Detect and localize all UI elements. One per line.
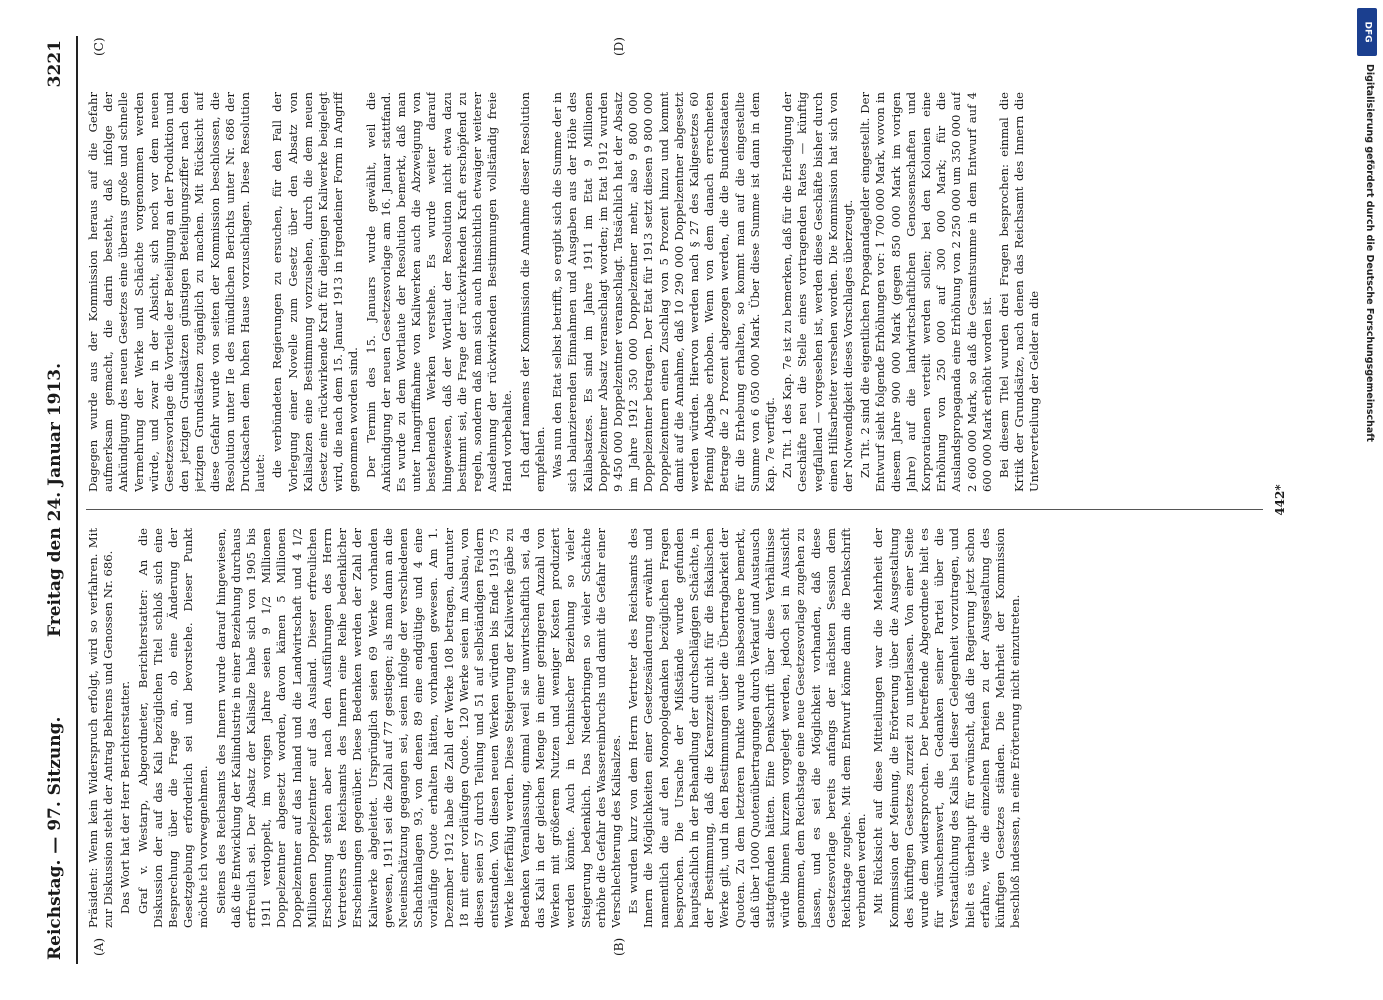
paragraph: Zu Tit. 1 des Kap. 7e ist zu bemerken, daß für die Erledigung der Geschäfte neu die Stelle eines vortragenden Rates — künftig wegfallend — vorgesehen ist, werden diese Geschäfte bisher durch einen Hilfsarbeiter versehen worden. Die Kommission hat sich von der Notwendigkeit dieses Vorschlages überzeugt. — [780, 92, 855, 492]
page-header — [40, 40, 70, 960]
margin-marker-d: (D) — [612, 37, 626, 56]
paragraph: Der Termin des 15. Januars wurde gewählt, weil die Ankündigung der neuen Gesetzesvorlage am 16. Januar stattfand. Es wurde zu dem Wortlaute der Resolution bemerkt, daß man unter Inangriffnahme von Kaliwerken auch die Abzweigung von bestehenden Werken verstehe. Es wurde weiter darauf hingewiesen, daß der Wortlaut der Resolution nicht etwa dazu bestimmt sei, die Frage der rückwirkenden Kraft erschöpfend zu regeln, sondern daß man sich auch hinsichtlich etwaiger weiterer Ausdehnung der rückwirkenden Bestimmungen vollständig freie Hand vorbehalte. — [363, 92, 515, 492]
digitization-credit — [1355, 64, 1377, 644]
signature-number: 442* — [1273, 484, 1287, 516]
paragraph: Präsident: Wenn kein Widerspruch erfolgt, wird so verfahren. Mit zur Diskussion steht der Antrag Behrens und Genossen Nr. 686. — [86, 528, 116, 928]
paragraph: Das Wort hat der Herr Berichterstatter. — [118, 680, 133, 914]
column-divider — [86, 509, 1263, 510]
paragraph: Dagegen wurde aus der Kommission heraus auf die Gefahr aufmerksam gemacht, die darin besteht, daß infolge der Ankündigung des neuen Gesetzes eine überaus große und schnelle Vermehrung der Werke und Schächte vorgenommen werden würde, und zwar in der Absicht, sich noch vor dem neuen Gesetzesvorlage die Vorteile der Beteiligung an der Produktion und den jetzigen Grundsätzen günstigen Beteiligungsziffer nach den jetzigen Grundsätzen zugänglich zu machen. Mit Rücksicht auf diese Gefahr wurde von seiten der Kommission beschlossen, die Resolution unter IIe des mündlichen Berichts unter Nr. 686 der Drucksachen dem hohen Hause vorzuschlagen. Diese Resolution lautet: — [86, 92, 268, 492]
paragraph: Bei diesem Titel wurden drei Fragen besprochen: einmal die Kritik der Grundsätze, nach denen das Reichsamt des Innern die Unterverteilung der Gelder an die — [996, 92, 1042, 492]
right-column — [86, 92, 1263, 492]
margin-marker-b: (B) — [612, 937, 626, 956]
header-session: Reichstag. — 97. Sitzung. — [45, 716, 65, 960]
header-rule — [76, 36, 78, 964]
paragraph: Seitens des Reichsamts des Innern wurde darauf hingewiesen, daß die Entwicklung der Kaliindustrie in einer Beziehung durchaus erfreulich sei. Der Absatz der Kalisalze habe sich von 1905 bis 1911 verdoppelt, im vorigen Jahre seien 9 1/2 Millionen Doppelzentner abgesetzt worden, davon kämen 5 Millionen Doppelzentner auf das Inland und die Landwirtschaft und 4 1/2 Millionen Doppelzentner auf das Ausland. Dieser erfreulichen Erscheinung stehen aber nach den Ausführungen des Herrn Vertreters des Reichsamts des Innern eine Reihe bedenklicher Erscheinungen gegenüber. Diese Bedenken werden der Zahl der Kaliwerke abgeleitet. Ursprünglich seien 69 Werke vorhanden gewesen, 1911 sei die Zahl auf 77 gestiegen; als man dann an die Neueinschätzung gegangen sei, seien infolge der verschiedenen Schachtanlagen 93, von denen 89 eine endgültige und 4 eine vorläufige Quote erhalten hätten, vorhanden gewesen. Am 1. Dezember 1912 habe die Zahl der Werke 108 betragen, darunter 18 mit einer vorläufigen Quote. 120 Werke seien im Ausbau, von diesen seien 57 durch Teilung und 51 auf selbständigen Feldern entstanden. Von diesen neuen Werken würden bis Ende 1913 75 Werke lieferfähig werden. Diese Steigerung der Kaliwerke gäbe zu Bedenken Veranlassung, einmal weil sie unwirtschaftlich sei, da das Kali in der gleichen Menge in einer geringeren Anzahl von Werken mit größerem Nutzen und weniger Kosten produziert werden könnte. Auch in technischer Beziehung so vieler Steigerung bedenklich. Das Niederbringen so vieler Schächte erhöhe die Gefahr des Wassereinbruchs und damit die Gefahr einer Verschlechterung des Kalisalzes. — [213, 528, 623, 928]
margin-marker-c: (C) — [92, 37, 106, 56]
paragraph: Es wurden kurz von dem Herrn Vertreter des Reichsamts des Innern die Möglichkeiten einer Gesetzesänderung erwähnt und namentlich die auf den Monopolgedanken bezüglichen Fragen besprochen. Die Ursache der Mißstände wurde gefunden hauptsächlich in der Behandlung der durchschlägigen Schächte, in der Bestimmung, daß die Karenzzeit nicht für die fiskalischen Werke gilt, und in den Bestimmungen über die Übertragbarkeit der Quoten. Zu dem letzteren Punkte wurde insbesondere bemerkt, daß über 1000 Quotenübertragungen durch Verkauf und Austausch stattgefunden hätten. Eine Denkschrift über diese Verhältnisse würde binnen kurzem vorgelegt werden, jedoch sei in Aussicht genommen, dem Reichstage eine neue Gesetzesvorlage zugehen zu lassen, und es sei die Möglichkeit vorhanden, daß diese Gesetzesvorlage bereits anfangs der nächsten Session dem Reichstage zugehe. Mit dem Entwurf könne dann die Denkschrift verbunden werden. — [626, 528, 869, 928]
header-page-number: 3221 — [45, 40, 65, 88]
digitization-credit-text: Digitalisierung gefördert durch die Deutsche Forschungsgemeinschaft — [1364, 64, 1375, 442]
paragraph: Zu Tit. 2 sind die eigentlichen Propagandagelder eingestellt. Der Entwurf sieht folgende Erhöhungen vor: 1 700 000 Mark, wovon in diesem Jahre 900 000 Mark (gegen 850 000 Mark im vorigen Jahre) auf die landwirtschaftlichen Genossenschaften und Korporationen verteilt werden sollen; bei den Kolonien eine Erhöhung von 250 000 auf 300 000 Mark; für die Auslandspropaganda eine Erhöhung von 2 250 000 um 350 000 auf 2 600 000 Mark, so daß die Gesamtsumme in dem Entwurf auf 4 600 000 Mark erhöht worden ist. — [858, 92, 994, 492]
dfg-logo: DFG — [1357, 8, 1377, 56]
resolution-text: die verbündeten Regierungen zu ersuchen, für den Fall der Vorlegung einer Novelle zum Gesetz über den Absatz von Kalisalzen eine Bestimmung vorzusehen, durch die dem neuen Gesetz eine rückwirkende Kraft für diejenigen Kaliwerke beigelegt wird, die nach dem 15. Januar 1913 in irgendeiner Form in Angriff genommen worden sind. — [270, 92, 361, 492]
paragraph: Graf v. Westarp, Abgeordneter, Berichterstatter: An die Diskussion der auf das Kali bezüglichen Titel schloß sich eine Besprechung über die Frage an, ob eine Änderung der Gesetzgebung erforderlich sei und bevorstehe. Dieser Punkt möchte ich vorwegnehmen. — [135, 528, 211, 928]
margin-marker-a: (A) — [92, 937, 106, 956]
left-column — [86, 528, 1263, 928]
paragraph: Was nun den Etat selbst betrifft, so ergibt sich die Summe der in sich balanzierenden Einnahmen und Ausgaben aus der Höhe des Kaliabsatzes. Es sind im Jahre 1911 im Etat 9 Millionen Doppelzentner Absatz veranschlagt worden; im Etat 1912 wurden 9 450 000 Doppelzentner veranschlagt. Tatsächlich hat der Absatz im Jahre 1912 350 000 Doppelzentner mehr, also 9 800 000 Doppelzentner betragen. Der Etat für 1913 setzt diesen 9 800 000 Doppelzentnern einen Zuschlag von 5 Prozent hinzu und kommt damit auf die Annahme, daß 10 290 000 Doppelzentner abgesetzt werden würden. Hiervon werden nach § 27 des Kaligesetzes 60 Pfennig Abgabe erhoben. Wenn von dem danach errechneten Betrage die 2 Prozent abgezogen werden, die die Bundesstaaten für die Erhebung erhalten, so kommt man auf die eingestellte Summe von 6 050 000 Mark. Über diese Summe ist dann in dem Kap. 7e verfügt. — [550, 92, 777, 492]
paragraph: Mit Rücksicht auf diese Mitteilungen war die Mehrheit der Kommission der Meinung, die Erörterung über die Ausgestaltung des künftigen Gesetzes zurzeit zu unterlassen. Von einer Seite wurde dem widersprochen. Der betreffende Abgeordnete hielt es für wünschenswert, die Gedanken seiner Partei über die Verstaatlichung des Kalis bei dieser Gelegenheit vorzutragen, und hielt es überhaupt für erwünscht, daß die Regierung jetzt schon erfahre, wie die einzelnen Parteien zu der Ausgestaltung des künftigen Gesetzes ständen. Die Mehrheit der Kommission beschloß indessen, in eine Erörterung nicht einzutreten. — [871, 528, 1023, 928]
header-date: Freitag den 24. Januar 1913. — [45, 362, 65, 638]
paragraph: Ich darf namens der Kommission die Annahme dieser Resolution empfehlen. — [517, 92, 547, 492]
